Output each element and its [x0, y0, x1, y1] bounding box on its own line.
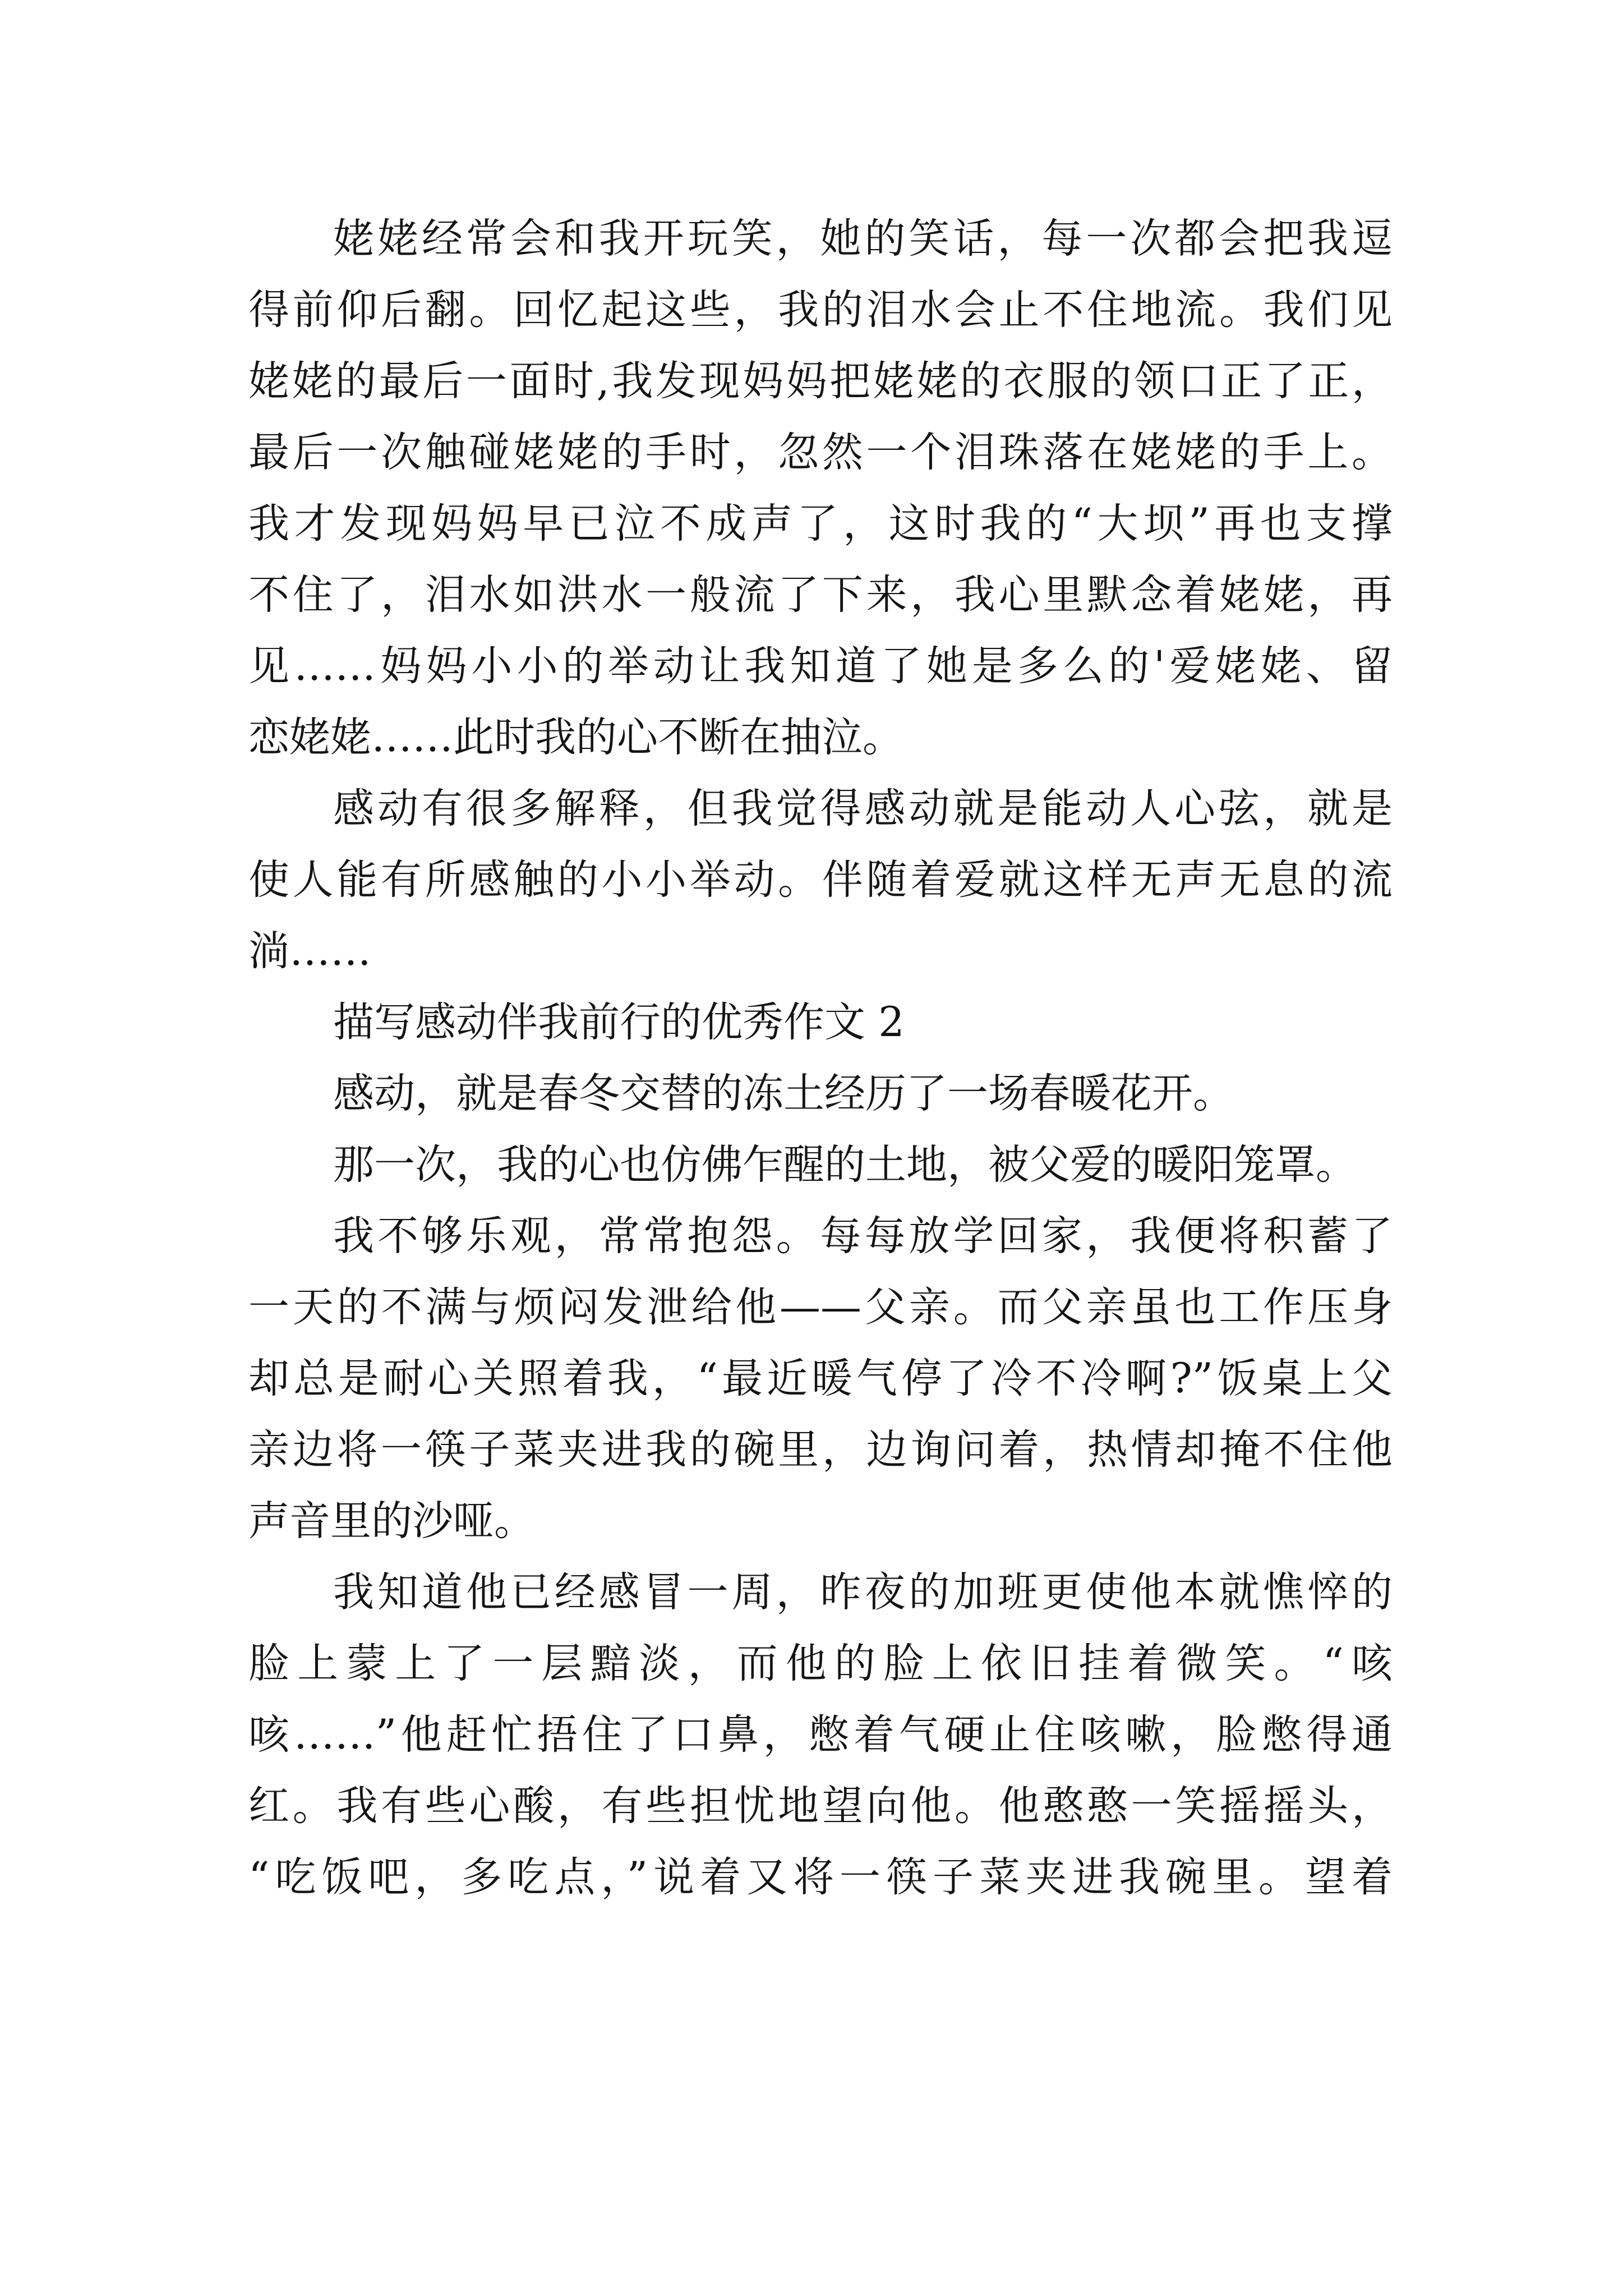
text-line: 最后一次触碰姥姥的手时，忽然一个泪珠落在姥姥的手上。	[248, 429, 1393, 476]
text-line: 感动，就是春冬交替的冻土经历了一场春暖花开。	[333, 1070, 1234, 1117]
text-line: “吃饭吧，多吃点，”说着又将一筷子菜夹进我碗里。望着	[248, 1853, 1393, 1901]
text-line: 咳……”他赶忙捂住了口鼻，憋着气硬止住咳嗽，脸憋得通	[248, 1711, 1393, 1759]
text-line: 淌……	[248, 927, 371, 975]
text-line: 声音里的沙哑。	[248, 1497, 535, 1545]
text-line: 姥姥经常会和我开玩笑，她的笑话，每一次都会把我逗	[333, 215, 1393, 263]
text-line: 得前仰后翻。回忆起这些，我的泪水会止不住地流。我们见	[248, 286, 1393, 334]
text-line: 姥姥的最后一面时,我发现妈妈把姥姥的衣服的领口正了正，	[248, 357, 1393, 405]
text-line: 我知道他已经感冒一周，昨夜的加班更使他本就憔悴的	[333, 1568, 1393, 1616]
text-line: 我不够乐观，常常抱怨。每每放学回家，我便将积蓄了	[333, 1212, 1393, 1260]
text-line: 脸上蒙上了一层黯淡，而他的脸上依旧挂着微笑。“咳	[248, 1640, 1393, 1687]
text-line: 一天的不满与烦闷发泄给他——父亲。而父亲虽也工作压身	[248, 1283, 1393, 1331]
text-line: 我才发现妈妈早已泣不成声了，这时我的“大坝”再也支撑	[248, 500, 1393, 547]
text-line: 感动有很多解释，但我觉得感动就是能动人心弦，就是	[333, 785, 1393, 832]
text-line: 却总是耐心关照着我，“最近暖气停了冷不冷啊?”饭桌上父	[248, 1355, 1393, 1402]
text-line: 恋姥姥……此时我的心不断在抽泣。	[248, 714, 903, 761]
text-line: 亲边将一筷子菜夹进我的碗里，边询问着，热情却掩不住他	[248, 1426, 1393, 1474]
text-line: 不住了，泪水如洪水一般流了下来，我心里默念着姥姥，再	[248, 571, 1393, 619]
text-line: 那一次，我的心也仿佛乍醒的土地，被父爱的暖阳笼罩。	[333, 1141, 1357, 1189]
text-line: 见……妈妈小小的举动让我知道了她是多么的'爱姥姥、留	[248, 642, 1393, 690]
text-line: 红。我有些心酸，有些担忧地望向他。他憨憨一笑摇摇头，	[248, 1782, 1393, 1830]
section-heading: 描写感动伴我前行的优秀作文 2	[333, 999, 905, 1046]
text-line: 使人能有所感触的小小举动。伴随着爱就这样无声无息的流	[248, 856, 1393, 904]
